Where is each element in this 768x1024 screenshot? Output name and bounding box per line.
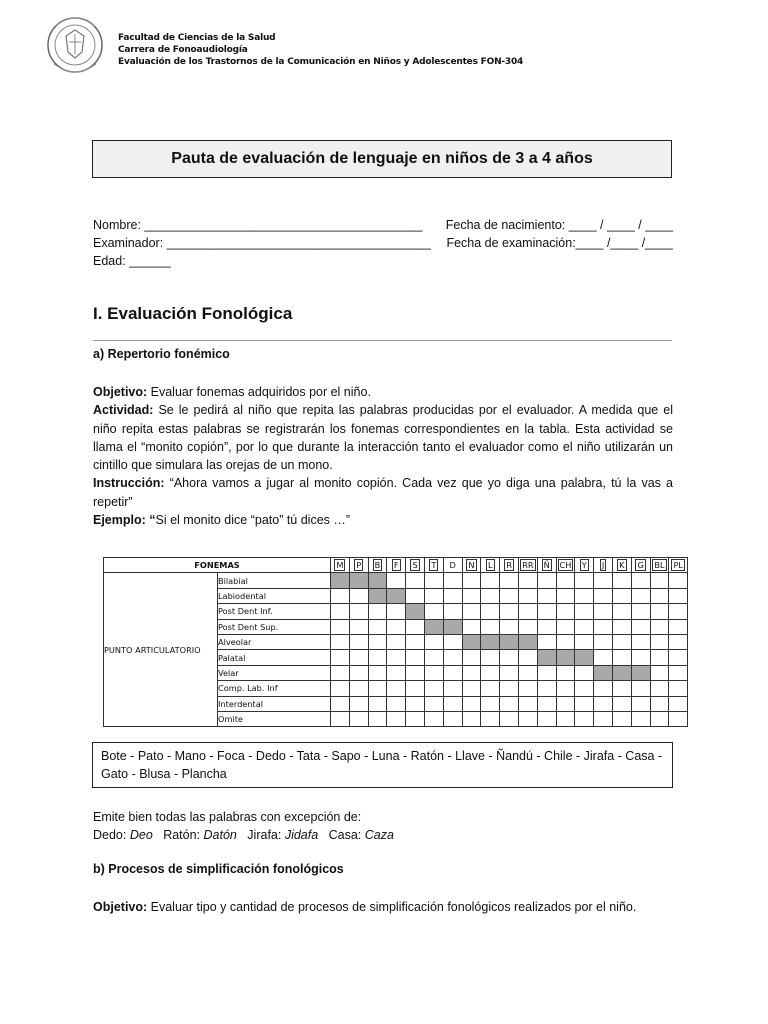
grid-cell bbox=[518, 650, 537, 665]
articulation-point-label: PUNTO ARTICULATORIO bbox=[104, 573, 218, 727]
grid-cell bbox=[575, 573, 594, 588]
grid-cell bbox=[669, 711, 688, 726]
subsection-heading-repertorio: a) Repertorio fonémico bbox=[93, 347, 230, 361]
age-field: Edad: ______ bbox=[93, 254, 171, 268]
grid-cell bbox=[387, 665, 406, 680]
grid-cell bbox=[594, 650, 613, 665]
grid-cell bbox=[556, 634, 575, 649]
grid-cell bbox=[481, 681, 500, 696]
phoneme-header-cell bbox=[537, 558, 556, 573]
phoneme-label: P bbox=[356, 560, 362, 571]
grid-cell bbox=[406, 619, 425, 634]
phoneme-table bbox=[103, 557, 688, 727]
grid-cell bbox=[612, 588, 631, 603]
phoneme-label: T bbox=[431, 560, 437, 571]
phoneme-label: Y bbox=[581, 560, 587, 571]
shaded-cell bbox=[349, 573, 368, 588]
shaded-cell bbox=[406, 604, 425, 619]
shaded-cell bbox=[594, 665, 613, 680]
grid-cell bbox=[424, 588, 443, 603]
grid-cell bbox=[575, 588, 594, 603]
grid-cell bbox=[424, 573, 443, 588]
phoneme-header-cell bbox=[349, 558, 368, 573]
grid-cell bbox=[669, 650, 688, 665]
section-heading-fonologica: I. Evaluación Fonológica bbox=[93, 304, 293, 323]
shaded-cell bbox=[368, 588, 387, 603]
place-label: Labiodental bbox=[218, 588, 331, 603]
grid-cell bbox=[481, 696, 500, 711]
shaded-cell bbox=[424, 619, 443, 634]
grid-cell bbox=[368, 604, 387, 619]
grid-cell bbox=[462, 696, 481, 711]
grid-cell bbox=[500, 650, 519, 665]
target-word: Jirafa: bbox=[247, 828, 285, 843]
example-text: Si el monito dice “pato” tú dices …” bbox=[155, 513, 351, 528]
examiner-field: Examinador: ______________________________________ bbox=[93, 236, 431, 250]
phoneme-label: N bbox=[468, 560, 475, 571]
grid-cell bbox=[500, 665, 519, 680]
phoneme-header-cell bbox=[575, 558, 594, 573]
phoneme-label: BL bbox=[654, 560, 665, 571]
grid-cell bbox=[594, 588, 613, 603]
grid-cell bbox=[406, 681, 425, 696]
produced-word: Deo bbox=[129, 828, 153, 843]
grid-cell bbox=[518, 604, 537, 619]
grid-cell bbox=[349, 634, 368, 649]
activity-line bbox=[93, 401, 673, 474]
phoneme-label: Ñ bbox=[543, 560, 550, 571]
grid-cell bbox=[406, 650, 425, 665]
grid-cell bbox=[556, 604, 575, 619]
grid-cell bbox=[556, 665, 575, 680]
grid-cell bbox=[575, 634, 594, 649]
phoneme-header-cell bbox=[500, 558, 519, 573]
grid-cell bbox=[331, 588, 350, 603]
grid-cell bbox=[349, 650, 368, 665]
phoneme-label: F bbox=[393, 560, 399, 571]
produced-word: Jidafa bbox=[284, 828, 319, 843]
grid-cell bbox=[462, 665, 481, 680]
shaded-cell bbox=[518, 634, 537, 649]
grid-cell bbox=[631, 604, 650, 619]
grid-cell bbox=[537, 619, 556, 634]
phoneme-label: S bbox=[412, 560, 418, 571]
table-row bbox=[104, 573, 688, 588]
grid-cell bbox=[406, 634, 425, 649]
grid-cell bbox=[368, 665, 387, 680]
grid-cell bbox=[631, 573, 650, 588]
target-word: Dedo: bbox=[93, 828, 130, 843]
produced-word: Datón bbox=[203, 828, 237, 843]
phoneme-header-cell bbox=[556, 558, 575, 573]
grid-cell bbox=[500, 588, 519, 603]
grid-cell bbox=[500, 619, 519, 634]
grid-cell bbox=[537, 573, 556, 588]
grid-cell bbox=[518, 665, 537, 680]
grid-cell bbox=[594, 619, 613, 634]
grid-cell bbox=[575, 665, 594, 680]
grid-cell bbox=[537, 604, 556, 619]
grid-cell bbox=[612, 696, 631, 711]
phoneme-header-cell: D bbox=[443, 558, 462, 573]
shaded-cell bbox=[443, 619, 462, 634]
grid-cell bbox=[387, 619, 406, 634]
grid-cell bbox=[443, 681, 462, 696]
grid-cell bbox=[443, 665, 462, 680]
objective-line bbox=[93, 383, 673, 401]
grid-cell bbox=[424, 711, 443, 726]
phoneme-label: R bbox=[506, 560, 512, 571]
grid-cell bbox=[612, 711, 631, 726]
grid-cell bbox=[537, 634, 556, 649]
grid-cell bbox=[518, 696, 537, 711]
grid-cell bbox=[462, 573, 481, 588]
grid-cell bbox=[368, 619, 387, 634]
objective-b-text: Evaluar tipo y cantidad de procesos de simplificación fonológicos realizados por el niño. bbox=[147, 900, 637, 914]
grid-cell bbox=[331, 665, 350, 680]
grid-cell bbox=[575, 619, 594, 634]
grid-cell bbox=[650, 696, 669, 711]
subsection-heading-procesos: b) Procesos de simplificación fonológicos bbox=[93, 862, 344, 876]
shaded-cell bbox=[368, 573, 387, 588]
grid-cell bbox=[669, 665, 688, 680]
grid-cell bbox=[424, 604, 443, 619]
grid-cell bbox=[462, 604, 481, 619]
grid-cell bbox=[556, 711, 575, 726]
course-name: Evaluación de los Trastornos de la Comunicación en Niños y Adolescentes FON-304 bbox=[118, 57, 524, 67]
instruction-text: “Ahora vamos a jugar al monito copión. Cada vez que yo diga una palabra, tú la vas a repetir” bbox=[93, 476, 673, 509]
grid-cell bbox=[612, 604, 631, 619]
section-divider bbox=[93, 340, 672, 341]
grid-cell bbox=[594, 604, 613, 619]
grid-cell bbox=[669, 619, 688, 634]
grid-cell bbox=[481, 604, 500, 619]
grid-cell bbox=[631, 681, 650, 696]
grid-cell bbox=[518, 573, 537, 588]
grid-cell bbox=[443, 696, 462, 711]
grid-cell bbox=[462, 588, 481, 603]
grid-cell bbox=[650, 711, 669, 726]
place-label: Alveolar bbox=[218, 634, 331, 649]
grid-cell bbox=[650, 604, 669, 619]
grid-cell bbox=[669, 573, 688, 588]
grid-cell bbox=[518, 619, 537, 634]
grid-cell bbox=[349, 711, 368, 726]
grid-cell bbox=[387, 711, 406, 726]
errors-block bbox=[93, 808, 673, 845]
grid-cell bbox=[331, 681, 350, 696]
grid-cell bbox=[631, 588, 650, 603]
shaded-cell bbox=[462, 634, 481, 649]
grid-cell bbox=[349, 604, 368, 619]
grid-cell bbox=[424, 681, 443, 696]
institution-header bbox=[118, 32, 523, 68]
grid-cell bbox=[556, 588, 575, 603]
grid-cell bbox=[349, 696, 368, 711]
phoneme-label: RR bbox=[522, 560, 534, 571]
objective-text: Evaluar fonemas adquiridos por el niño. bbox=[147, 385, 371, 399]
grid-cell bbox=[650, 619, 669, 634]
grid-cell bbox=[424, 696, 443, 711]
grid-cell bbox=[387, 681, 406, 696]
grid-cell bbox=[669, 696, 688, 711]
grid-cell bbox=[331, 696, 350, 711]
grid-cell bbox=[406, 696, 425, 711]
grid-cell bbox=[575, 681, 594, 696]
grid-cell bbox=[406, 711, 425, 726]
grid-cell bbox=[612, 573, 631, 588]
shaded-cell bbox=[331, 573, 350, 588]
grid-cell bbox=[368, 650, 387, 665]
grid-cell bbox=[443, 588, 462, 603]
grid-cell bbox=[575, 696, 594, 711]
grid-cell bbox=[500, 696, 519, 711]
word-list-box: Bote - Pato - Mano - Foca - Dedo - Tata - Sapo - Luna - Ratón - Llave - Ñandú - Chile - Jirafa - Casa - Gato - Blusa - Plancha bbox=[92, 742, 673, 788]
grid-cell bbox=[481, 665, 500, 680]
grid-cell bbox=[594, 573, 613, 588]
grid-cell bbox=[537, 588, 556, 603]
example-line bbox=[93, 511, 673, 529]
grid-cell bbox=[594, 634, 613, 649]
grid-cell bbox=[556, 619, 575, 634]
grid-cell bbox=[331, 650, 350, 665]
grid-cell bbox=[406, 573, 425, 588]
grid-cell bbox=[518, 588, 537, 603]
grid-cell bbox=[387, 634, 406, 649]
grid-cell bbox=[612, 681, 631, 696]
grid-cell bbox=[594, 681, 613, 696]
document-title: Pauta de evaluación de lenguaje en niños de 3 a 4 años bbox=[92, 140, 672, 178]
phoneme-label: M bbox=[336, 560, 344, 571]
grid-cell bbox=[631, 634, 650, 649]
university-seal-logo bbox=[46, 12, 104, 78]
objective-label: Objetivo: bbox=[93, 385, 148, 399]
grid-cell bbox=[575, 711, 594, 726]
shaded-cell bbox=[387, 588, 406, 603]
instruction-label: Instrucción: bbox=[93, 476, 165, 491]
grid-cell bbox=[331, 604, 350, 619]
grid-cell bbox=[424, 650, 443, 665]
instructions-block bbox=[93, 383, 673, 529]
place-label: Bilabial bbox=[218, 573, 331, 588]
shaded-cell bbox=[556, 650, 575, 665]
phoneme-label: K bbox=[619, 560, 625, 571]
grid-cell bbox=[406, 588, 425, 603]
grid-cell bbox=[424, 634, 443, 649]
grid-cell bbox=[481, 711, 500, 726]
faculty-name: Facultad de Ciencias de la Salud bbox=[118, 33, 276, 43]
grid-cell bbox=[443, 634, 462, 649]
grid-cell bbox=[518, 711, 537, 726]
phoneme-header-cell bbox=[594, 558, 613, 573]
phoneme-label: PL bbox=[673, 560, 683, 571]
target-word: Casa: bbox=[328, 828, 365, 843]
phoneme-label: CH bbox=[559, 560, 572, 571]
grid-cell bbox=[594, 696, 613, 711]
grid-cell bbox=[387, 573, 406, 588]
name-field: Nombre: ________________________________________ bbox=[93, 218, 423, 232]
grid-cell bbox=[349, 665, 368, 680]
grid-cell bbox=[500, 573, 519, 588]
errors-intro: Emite bien todas las palabras con excepción de: bbox=[93, 810, 362, 824]
grid-cell bbox=[331, 634, 350, 649]
grid-cell bbox=[481, 619, 500, 634]
phoneme-label: J bbox=[601, 560, 605, 571]
grid-cell bbox=[612, 619, 631, 634]
grid-cell bbox=[500, 681, 519, 696]
phoneme-header-cell bbox=[481, 558, 500, 573]
grid-cell bbox=[349, 619, 368, 634]
shaded-cell bbox=[537, 650, 556, 665]
shaded-cell bbox=[500, 634, 519, 649]
place-label: Comp. Lab. Inf bbox=[218, 681, 331, 696]
grid-cell bbox=[349, 681, 368, 696]
grid-cell bbox=[631, 696, 650, 711]
grid-cell bbox=[650, 650, 669, 665]
career-name: Carrera de Fonoaudiología bbox=[118, 45, 248, 55]
grid-cell bbox=[500, 711, 519, 726]
grid-cell bbox=[650, 634, 669, 649]
activity-label: Actividad: bbox=[93, 403, 154, 418]
grid-cell bbox=[462, 650, 481, 665]
phoneme-header-cell bbox=[424, 558, 443, 573]
grid-cell bbox=[481, 573, 500, 588]
grid-cell bbox=[631, 619, 650, 634]
grid-cell bbox=[537, 681, 556, 696]
phoneme-header-cell bbox=[631, 558, 650, 573]
grid-cell bbox=[537, 711, 556, 726]
grid-cell bbox=[368, 711, 387, 726]
grid-cell bbox=[368, 696, 387, 711]
grid-cell bbox=[556, 696, 575, 711]
phoneme-label: G bbox=[637, 560, 644, 571]
grid-cell bbox=[481, 588, 500, 603]
birthdate-field: Fecha de nacimiento: ____ / ____ / ____ bbox=[445, 218, 673, 232]
example-label: Ejemplo: “ bbox=[93, 513, 156, 528]
shaded-cell bbox=[631, 665, 650, 680]
grid-cell bbox=[368, 681, 387, 696]
grid-cell bbox=[669, 604, 688, 619]
grid-cell bbox=[537, 696, 556, 711]
phoneme-header-cell bbox=[612, 558, 631, 573]
place-label: Post Dent Inf. bbox=[218, 604, 331, 619]
grid-cell bbox=[424, 665, 443, 680]
grid-cell bbox=[349, 588, 368, 603]
phoneme-header-cell bbox=[406, 558, 425, 573]
phoneme-label: B bbox=[374, 560, 381, 571]
place-label: Velar bbox=[218, 665, 331, 680]
phoneme-header-cell bbox=[462, 558, 481, 573]
grid-cell bbox=[631, 650, 650, 665]
shaded-cell bbox=[612, 665, 631, 680]
grid-cell bbox=[481, 650, 500, 665]
table-header-row bbox=[104, 558, 688, 573]
grid-cell bbox=[387, 604, 406, 619]
grid-cell bbox=[518, 681, 537, 696]
grid-cell bbox=[669, 634, 688, 649]
objective-b-block bbox=[93, 898, 673, 916]
grid-cell bbox=[650, 665, 669, 680]
phonemes-header: FONEMAS bbox=[104, 558, 331, 573]
grid-cell bbox=[556, 681, 575, 696]
grid-cell bbox=[387, 696, 406, 711]
place-label: Post Dent Sup. bbox=[218, 619, 331, 634]
grid-cell bbox=[500, 604, 519, 619]
phoneme-header-cell bbox=[387, 558, 406, 573]
grid-cell bbox=[368, 634, 387, 649]
activity-text: Se le pedirá al niño que repita las palabras producidas por el evaluador. A medida que el niño repita estas palabras se registrarán los fonemas correspondientes en la tabla. Esta actividad se llama el “monito copión”, por lo que durante la interacción tanto el evaluador como el niño utilizarán un cintillo que simulara las orejas de un mono. bbox=[93, 403, 673, 473]
grid-cell bbox=[331, 619, 350, 634]
grid-cell bbox=[650, 573, 669, 588]
grid-cell bbox=[631, 711, 650, 726]
errors-list bbox=[93, 826, 673, 844]
grid-cell bbox=[650, 681, 669, 696]
grid-cell bbox=[612, 634, 631, 649]
grid-cell bbox=[443, 604, 462, 619]
phoneme-header-cell bbox=[669, 558, 688, 573]
grid-cell bbox=[575, 604, 594, 619]
grid-cell bbox=[462, 711, 481, 726]
grid-cell bbox=[387, 650, 406, 665]
exam-date-field: Fecha de examinación:____ /____ /____ bbox=[446, 236, 673, 250]
grid-cell bbox=[594, 711, 613, 726]
phoneme-label: L bbox=[487, 560, 493, 571]
grid-cell bbox=[462, 619, 481, 634]
grid-cell bbox=[443, 573, 462, 588]
grid-cell bbox=[406, 665, 425, 680]
place-label: Omite bbox=[218, 711, 331, 726]
shaded-cell bbox=[481, 634, 500, 649]
phoneme-header-cell bbox=[650, 558, 669, 573]
place-label: Palatal bbox=[218, 650, 331, 665]
shaded-cell bbox=[575, 650, 594, 665]
grid-cell bbox=[462, 681, 481, 696]
grid-cell bbox=[443, 650, 462, 665]
phoneme-header-cell bbox=[368, 558, 387, 573]
grid-cell bbox=[669, 588, 688, 603]
grid-cell bbox=[443, 711, 462, 726]
phoneme-header-cell bbox=[331, 558, 350, 573]
produced-word: Caza bbox=[364, 828, 394, 843]
phoneme-header-cell bbox=[518, 558, 537, 573]
grid-cell bbox=[612, 650, 631, 665]
instruction-line bbox=[93, 474, 673, 511]
target-word: Ratón: bbox=[163, 828, 204, 843]
grid-cell bbox=[669, 681, 688, 696]
grid-cell bbox=[537, 665, 556, 680]
patient-fields bbox=[93, 216, 673, 270]
grid-cell bbox=[650, 588, 669, 603]
grid-cell bbox=[556, 573, 575, 588]
place-label: Interdental bbox=[218, 696, 331, 711]
objective-b-label: Objetivo: bbox=[93, 900, 148, 914]
grid-cell bbox=[331, 711, 350, 726]
